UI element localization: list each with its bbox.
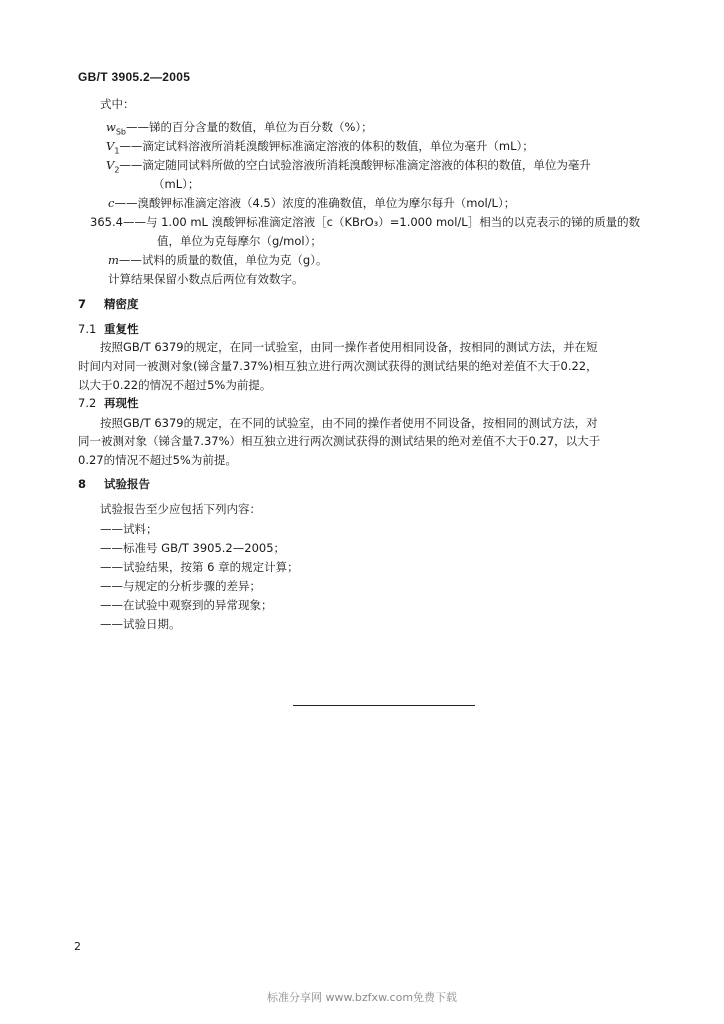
where-label: 式中：	[100, 97, 135, 111]
section-number: 8	[78, 477, 87, 491]
def-text: ——滴定随同试料所做的空白试验溶液所消耗溴酸钾标准滴定溶液的体积的数值，单位为毫升	[119, 158, 591, 172]
def-symbol: m	[108, 253, 119, 267]
report-item: ——与规定的分析步骤的差异；	[100, 579, 261, 593]
report-item: ——标准号 GB/T 3905.2—2005；	[100, 541, 286, 555]
section-title: 试验报告	[104, 477, 150, 491]
section-number: 7	[78, 297, 87, 311]
def-subscript: Sb	[115, 127, 126, 137]
calc-note: 计算结果保留小数点后两位有效数字。	[108, 272, 304, 286]
def-symbol: c	[108, 196, 115, 210]
subsection-number: 7.1	[78, 322, 97, 336]
page-number: 2	[74, 940, 81, 953]
def-text: ——溴酸钾标准滴定溶液（4.5）浓度的准确数值，单位为摩尔每升（mol/L）；	[114, 196, 516, 210]
report-item: ——试验结果，按第 6 章的规定计算；	[100, 560, 299, 574]
paragraph-line: 按照GB/T 6379的规定，在不同的试验室，由不同的操作者使用不同设备，按相同的测试方法，对	[100, 416, 598, 430]
def-v1	[106, 139, 534, 158]
def-w-sb	[106, 120, 373, 139]
def-365	[90, 215, 640, 229]
def-symbol: V	[106, 139, 115, 153]
document-header: GB/T 3905.2—2005	[78, 70, 191, 84]
report-intro: 试验报告至少应包括下列内容：	[100, 502, 261, 516]
section-8-heading	[78, 477, 150, 491]
def-text: ——与 1.00 mL 溴酸钾标准滴定溶液［c（KBrO₃）=1.000 mol/L］相当的以克表示的锑的质量的数	[122, 215, 641, 229]
report-item: ——试料；	[100, 522, 158, 536]
end-rule	[293, 705, 475, 706]
section-7-heading	[78, 297, 139, 311]
paragraph-line: 同一被测对象（锑含量7.37%）相互独立进行两次测试获得的测试结果的绝对差值不大于0.27，以大于	[78, 434, 601, 448]
def-text: ——锑的百分含量的数值，单位为百分数（%）；	[126, 120, 373, 134]
paragraph-line: 时间内对同一被测对象(锑含量7.37%)相互独立进行两次测试获得的测试结果的绝对差值不大于0.22，	[78, 359, 598, 373]
def-v2	[106, 158, 591, 177]
def-365-continued: 值，单位为克每摩尔（g/mol）；	[157, 234, 322, 248]
paragraph-line: 按照GB/T 6379的规定，在同一试验室，由同一操作者使用相同设备，按相同的测试方法，并在短	[100, 340, 598, 354]
def-subscript: 2	[114, 165, 120, 175]
def-text: ——滴定试料溶液所消耗溴酸钾标准滴定溶液的体积的数值，单位为毫升（mL）；	[119, 139, 534, 153]
subsection-number: 7.2	[78, 396, 97, 410]
subsection-title: 再现性	[104, 396, 139, 410]
subsection-7-2-heading	[78, 396, 139, 410]
section-title: 精密度	[104, 297, 139, 311]
def-m	[108, 253, 327, 267]
subsection-title: 重复性	[104, 322, 139, 336]
paragraph-line: 0.27的情况不超过5%为前提。	[78, 453, 237, 467]
def-symbol: V	[106, 158, 115, 172]
paragraph-line: 以大于0.22的情况不超过5%为前提。	[78, 378, 272, 392]
def-subscript: 1	[114, 146, 120, 156]
def-v2-continued: （mL）；	[153, 177, 200, 191]
subsection-7-1-heading	[78, 322, 139, 336]
def-symbol: 365.4	[90, 215, 123, 229]
def-c	[108, 196, 515, 210]
report-item: ——在试验中观察到的异常现象；	[100, 598, 273, 612]
report-item: ——试验日期。	[100, 617, 181, 631]
def-text: ——试料的质量的数值，单位为克（g）。	[118, 253, 328, 267]
def-symbol: w	[106, 120, 116, 134]
watermark: 标准分享网 www.bzfxw.com免费下载	[266, 991, 458, 1004]
